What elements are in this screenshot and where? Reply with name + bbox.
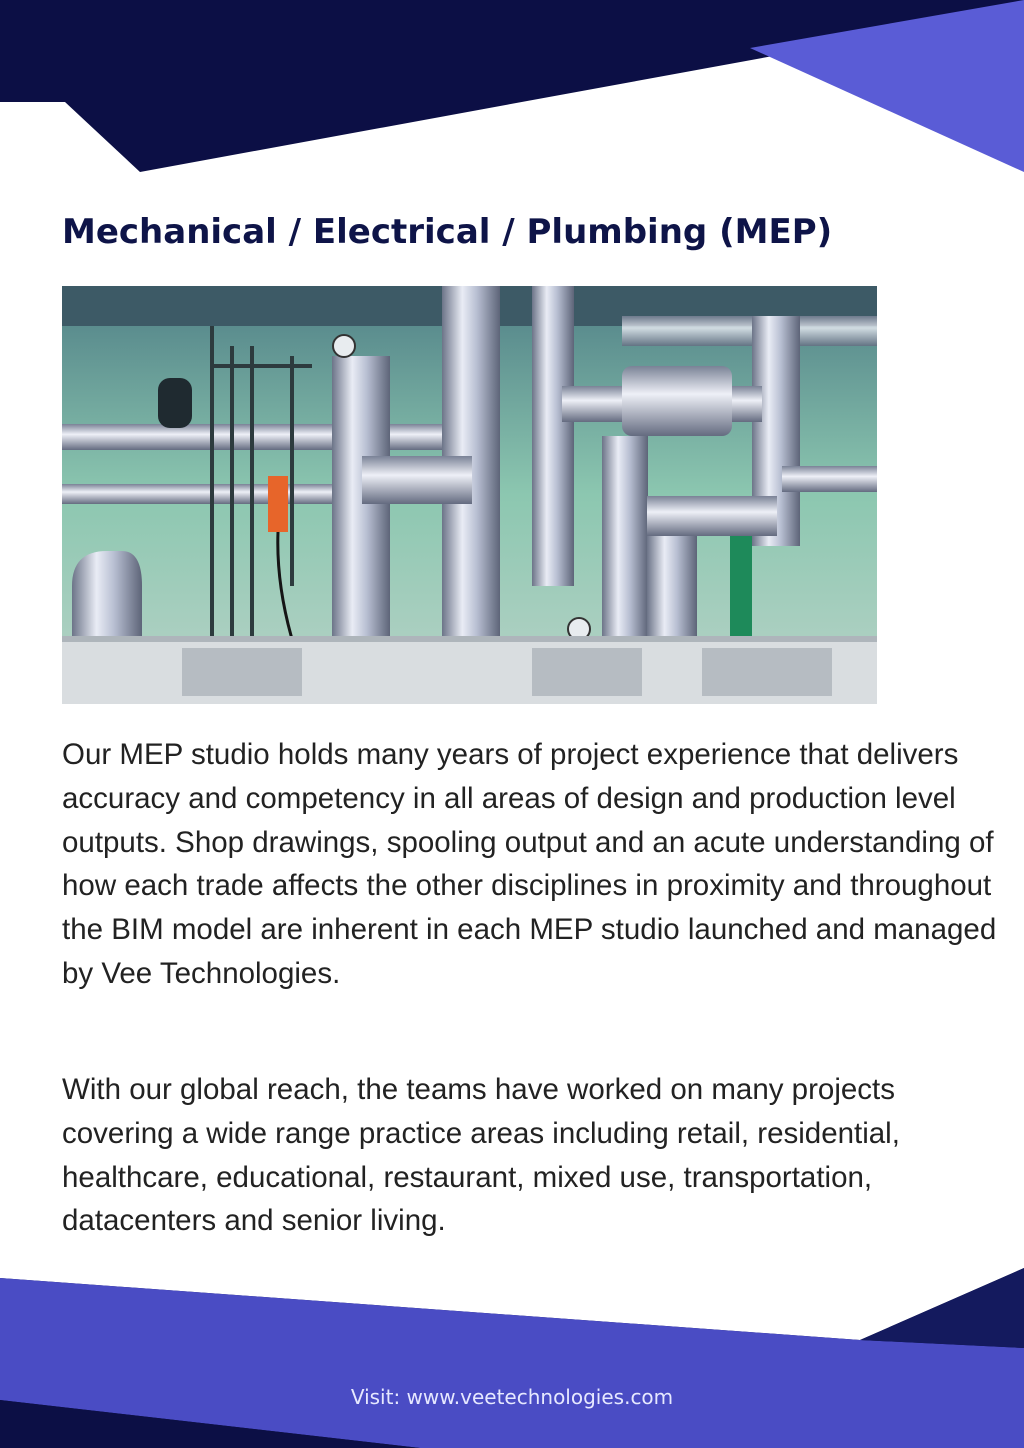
bottom-accent-right <box>860 1268 1024 1348</box>
mep-piping-photo <box>62 286 877 704</box>
intro-paragraph: Our MEP studio holds many years of project experience that delivers accuracy and competency in all areas of design and production level outputs. Shop drawings, spooling output and an acute understanding of how each trade affects the other disciplines in proximity and throughout the BIM model are inherent in each MEP studio launched and managed by Vee Technologies. <box>62 738 997 990</box>
global-reach-paragraph: With our global reach, the teams have worked on many projects covering a wide range practice areas including retail, residential, healthcare, educational, restaurant, mixed use, transportation, datacenters and senior living. <box>62 1073 900 1238</box>
page-title: Mechanical / Electrical / Plumbing (MEP) <box>62 212 833 252</box>
footer-visit-link[interactable]: Visit: www.veetechnologies.com <box>350 1385 674 1409</box>
